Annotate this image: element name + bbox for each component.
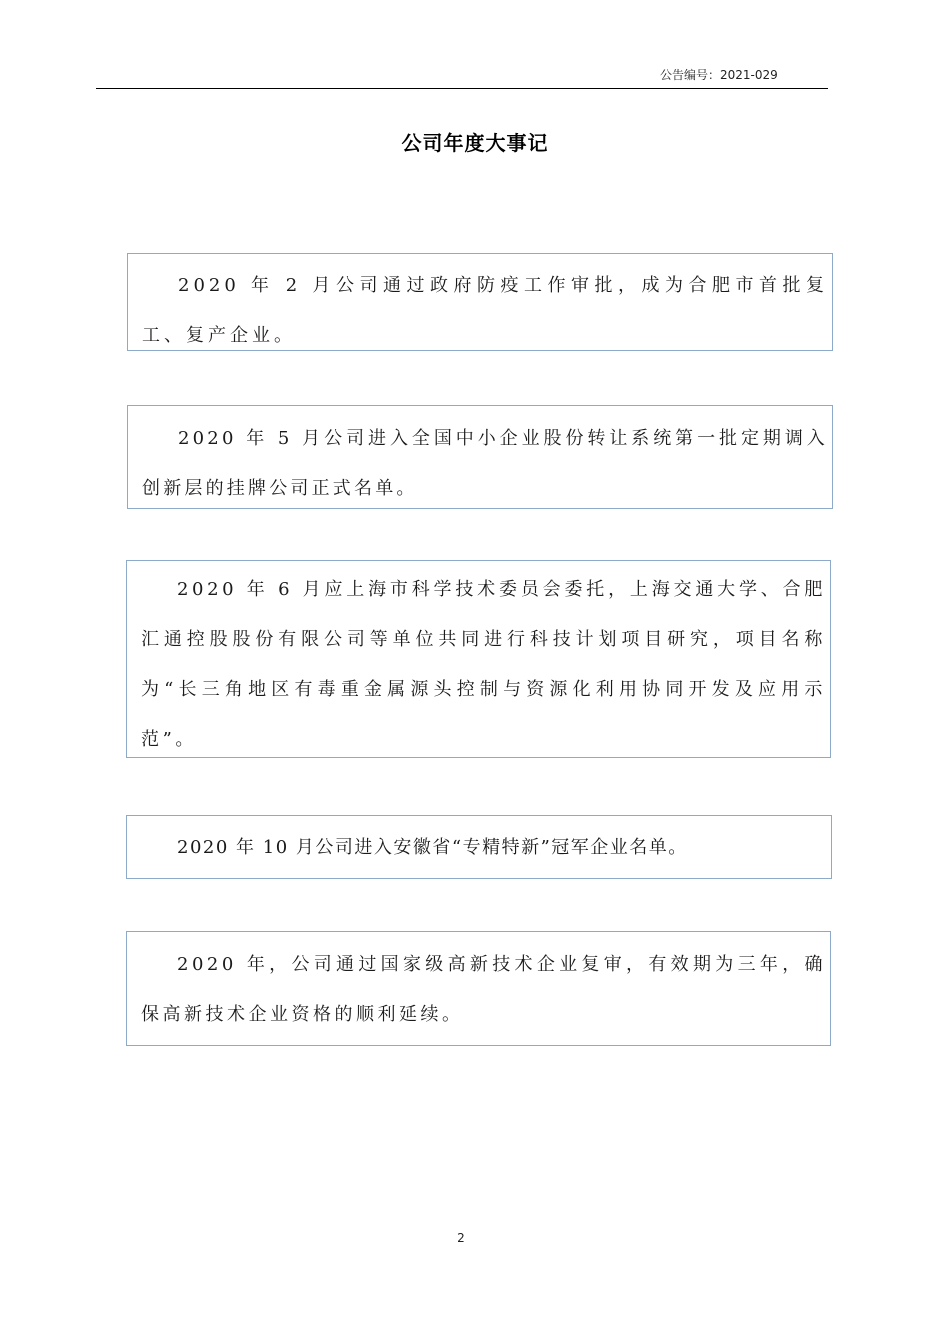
event-box <box>127 405 833 509</box>
event-text: 2020 年，公司通过国家级高新技术企业复审，有效期为三年，确保高新技术企业资格的顺利延续。 <box>141 954 826 1025</box>
event-box <box>127 253 833 351</box>
header-rule <box>96 88 828 89</box>
event-text: 2020 年 5 月公司进入全国中小企业股份转让系统第一批定期调入创新层的挂牌公司正式名单。 <box>142 428 828 499</box>
event-box <box>126 931 831 1046</box>
event-text: 2020 年 2 月公司通过政府防疫工作审批，成为合肥市首批复工、复产企业。 <box>142 275 828 346</box>
event-text: 2020 年 6 月应上海市科学技术委员会委托，上海交通大学、合肥汇通控股股份有限公司等单位共同进行科技计划项目研究，项目名称为“长三角地区有毒重金属源头控制与资源化利用协同开发及应用示范”。 <box>141 579 826 750</box>
event-box <box>126 560 831 758</box>
event-box <box>126 815 832 879</box>
page-number: 2 <box>457 1231 465 1245</box>
header-announcement-number: 公告编号：2021-029 <box>660 68 778 82</box>
event-text: 2020 年 10 月公司进入安徽省“专精特新”冠军企业名单。 <box>177 837 688 858</box>
page-title: 公司年度大事记 <box>401 131 549 155</box>
